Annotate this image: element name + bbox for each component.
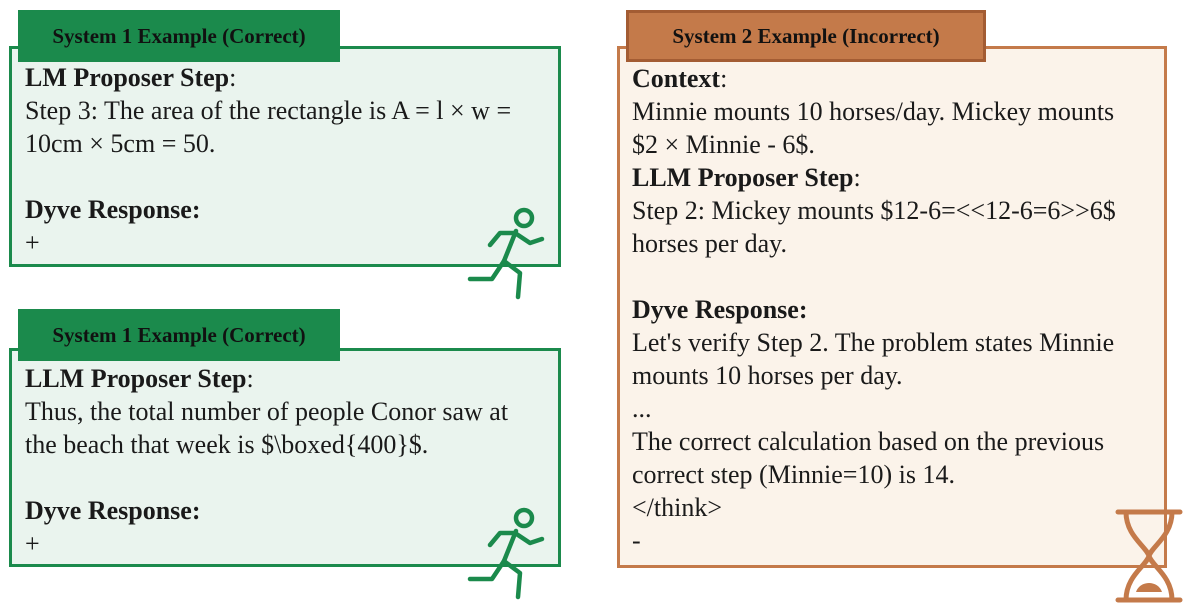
response-heading: Dyve Response: bbox=[25, 195, 201, 224]
tab-label: System 1 Example (Correct) bbox=[52, 322, 306, 347]
system1-content-top bbox=[25, 61, 511, 259]
system1-tab-top bbox=[18, 10, 340, 62]
response-value: + bbox=[25, 529, 40, 558]
context-line: $2 × Minnie - 6$. bbox=[632, 130, 815, 159]
proposer-colon: : bbox=[229, 63, 237, 92]
proposer-line: Step 3: The area of the rectangle is A = l × w = bbox=[25, 96, 512, 125]
response-line: mounts 10 horses per day. bbox=[632, 361, 903, 390]
response-line: Let's verify Step 2. The problem states Minnie bbox=[632, 328, 1115, 357]
response-value: + bbox=[25, 228, 40, 257]
context-heading: Context bbox=[632, 64, 721, 93]
proposer-colon: : bbox=[853, 163, 861, 192]
context-colon: : bbox=[720, 64, 728, 93]
system2-content bbox=[632, 62, 1116, 557]
tab-label: System 2 Example (Incorrect) bbox=[672, 23, 940, 48]
hourglass-icon bbox=[1112, 506, 1186, 606]
proposer-line: 10cm × 5cm = 50. bbox=[25, 129, 216, 158]
system1-content-bottom bbox=[25, 362, 508, 560]
proposer-line: the beach that week is $\boxed{400}$. bbox=[25, 430, 429, 459]
proposer-line: horses per day. bbox=[632, 229, 787, 258]
response-line: - bbox=[632, 526, 641, 555]
system1-tab-bottom bbox=[18, 309, 340, 361]
proposer-line: Thus, the total number of people Conor saw at bbox=[25, 397, 509, 426]
proposer-heading: LLM Proposer Step bbox=[632, 163, 854, 192]
context-line: Minnie mounts 10 horses/day. Mickey mounts bbox=[632, 97, 1115, 126]
response-heading: Dyve Response: bbox=[632, 295, 808, 324]
proposer-colon: : bbox=[246, 364, 254, 393]
response-line: </think> bbox=[632, 493, 722, 522]
response-heading: Dyve Response: bbox=[25, 496, 201, 525]
response-line: ... bbox=[632, 394, 652, 423]
running-person-icon bbox=[462, 203, 554, 303]
proposer-line: Step 2: Mickey mounts $12-6=<<12-6=6>>6$ bbox=[632, 196, 1116, 225]
running-person-icon bbox=[462, 503, 554, 603]
response-line: The correct calculation based on the previous bbox=[632, 427, 1105, 456]
proposer-heading: LLM Proposer Step bbox=[25, 364, 247, 393]
response-line: correct step (Minnie=10) is 14. bbox=[632, 460, 955, 489]
tab-label: System 1 Example (Correct) bbox=[52, 23, 306, 48]
system2-tab bbox=[626, 10, 986, 62]
proposer-heading: LM Proposer Step bbox=[25, 63, 230, 92]
